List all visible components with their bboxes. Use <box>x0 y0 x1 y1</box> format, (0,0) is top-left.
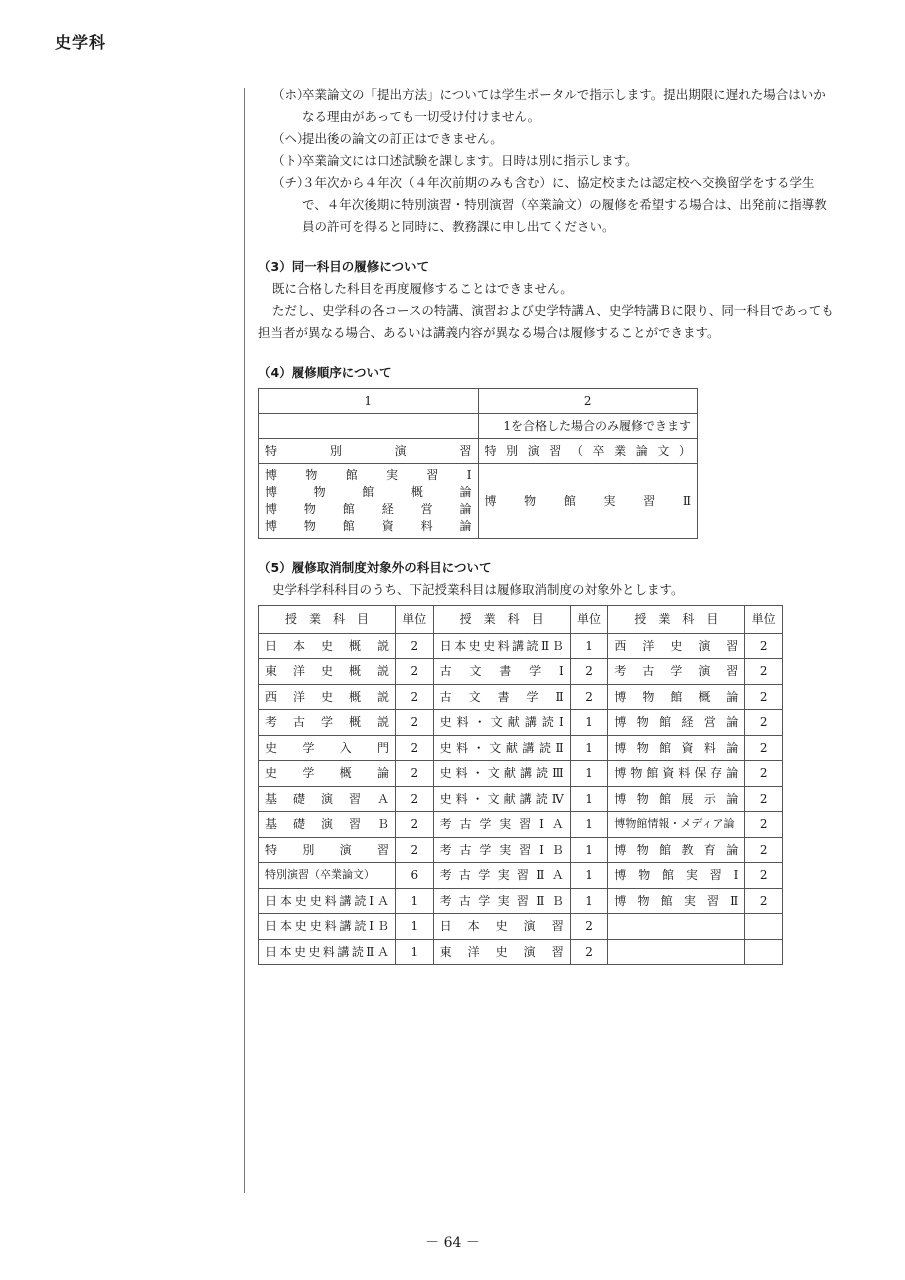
subject-name: 史料・文献講読Ⅰ <box>439 715 564 730</box>
unit-cell: 1 <box>570 812 608 838</box>
subject-cell <box>608 837 745 863</box>
unit-cell: 2 <box>395 633 433 659</box>
unit-cell: 1 <box>395 914 433 940</box>
subject-cell <box>608 659 745 685</box>
subject-name: 日本史史料講読ⅠＢ <box>265 919 389 934</box>
subject-cell <box>608 684 745 710</box>
subject-cell <box>608 761 745 787</box>
course-order-table <box>258 388 698 539</box>
section3-paragraph-2: ただし、史学科の各コースの特講、演習および史学特講Ａ、史学特講Ｂに限り、同一科目であっても担当者が異なる場合、あるいは講義内容が異なる場合は履修することができます。 <box>258 303 834 340</box>
subject-cell <box>259 914 396 940</box>
subject-name: 博物館情報・メディア論 <box>614 817 735 831</box>
unit-cell: 2 <box>395 812 433 838</box>
subject-name: 史料・文献講読Ⅱ <box>439 740 564 755</box>
subject-name: 日本史史料講読ⅡＢ <box>439 638 564 653</box>
table-row <box>259 812 783 838</box>
unit-cell: 2 <box>395 786 433 812</box>
subject-cell <box>433 761 570 787</box>
table-row <box>259 710 783 736</box>
unit-cell: 1 <box>395 939 433 965</box>
unit-cell: 2 <box>395 761 433 787</box>
unit-cell: 2 <box>745 761 783 787</box>
subject-name: 博物館教育論 <box>614 842 739 857</box>
subject-name: 考古学演習 <box>614 664 739 679</box>
subject-name: 考古学実習ⅡＡ <box>439 868 564 883</box>
table-cell: 博物館資料論 <box>265 519 472 533</box>
unit-cell: 1 <box>570 837 608 863</box>
table-row <box>259 761 783 787</box>
subject-name: 博物館実習Ⅱ <box>614 893 739 908</box>
table-row <box>259 735 783 761</box>
subject-cell <box>608 863 745 889</box>
subject-name: 東洋史概説 <box>265 664 389 679</box>
subject-cell <box>608 786 745 812</box>
column-header: 授 業 科 目 <box>608 606 745 634</box>
subject-cell <box>433 939 570 965</box>
subject-cell <box>433 888 570 914</box>
subject-name: 日本史史料講読ⅡＡ <box>265 944 389 959</box>
subject-name: 西洋史演習 <box>614 638 739 653</box>
unit-cell: 2 <box>745 863 783 889</box>
list-item <box>258 128 838 150</box>
table-row <box>259 888 783 914</box>
table-row <box>259 786 783 812</box>
section3-paragraph-1: 既に合格した科目を再度履修することはできません。 <box>272 281 573 296</box>
excluded-courses-table <box>258 605 783 965</box>
subject-cell <box>259 684 396 710</box>
unit-cell: 2 <box>570 659 608 685</box>
unit-cell: 2 <box>745 659 783 685</box>
unit-cell: 1 <box>570 786 608 812</box>
subject-name: 古文書学Ⅰ <box>439 664 564 679</box>
subject-name: 博物館展示論 <box>614 791 739 806</box>
subject-cell <box>259 735 396 761</box>
subject-cell <box>433 786 570 812</box>
column-header: 授 業 科 目 <box>433 606 570 634</box>
unit-cell <box>745 939 783 965</box>
page-number: － 64 － <box>425 1235 480 1251</box>
subject-cell <box>259 761 396 787</box>
subject-name: 古文書学Ⅱ <box>439 689 564 704</box>
subject-cell <box>433 914 570 940</box>
subject-name: 博物館資料論 <box>614 740 739 755</box>
unit-cell: 2 <box>745 812 783 838</box>
subject-name: 日本史史料講読ⅠＡ <box>265 893 389 908</box>
subject-cell <box>433 710 570 736</box>
list-text: ３年次から４年次（４年次前期のみも含む）に、協定校または認定校へ交換留学をする学生で、４年次後期に特別演習・特別演習（卒業論文）の履修を希望する場合は、出発前に指導教員の許可を得ると同時に、教務課に申し出てください。 <box>302 175 827 234</box>
table-row <box>259 684 783 710</box>
unit-cell: 2 <box>745 684 783 710</box>
table-cell: 博物館概論 <box>265 485 472 499</box>
section4-heading: （4）履修順序について <box>258 365 392 380</box>
unit-cell: 2 <box>745 710 783 736</box>
prerequisite-note: 1を合格した場合のみ履修できます <box>478 414 698 439</box>
unit-cell: 2 <box>745 888 783 914</box>
table-row <box>259 914 783 940</box>
subject-cell <box>259 786 396 812</box>
subject-cell <box>433 812 570 838</box>
column-header: 1 <box>259 389 479 414</box>
subject-cell <box>259 837 396 863</box>
subject-cell <box>259 659 396 685</box>
section5-intro: 史学科学科科目のうち、下記授業科目は履修取消制度の対象外とします。 <box>272 582 684 597</box>
unit-cell: 1 <box>570 888 608 914</box>
column-header: 単位 <box>570 606 608 634</box>
subject-name: 基礎演習Ｂ <box>265 817 389 832</box>
unit-cell: 2 <box>745 735 783 761</box>
table-cell: 特別演習 <box>265 444 472 458</box>
table-row <box>259 939 783 965</box>
subject-cell <box>608 812 745 838</box>
subject-name: 史料・文献講読Ⅲ <box>439 766 564 781</box>
table-body <box>259 633 783 965</box>
table-row <box>259 837 783 863</box>
unit-cell: 2 <box>570 914 608 940</box>
table-row <box>259 863 783 889</box>
column-header: 2 <box>478 389 698 414</box>
list-item <box>258 150 838 172</box>
unit-cell: 1 <box>395 888 433 914</box>
column-header: 単位 <box>745 606 783 634</box>
unit-cell: 1 <box>570 863 608 889</box>
subject-cell <box>259 863 396 889</box>
column-header: 授 業 科 目 <box>259 606 396 634</box>
subject-cell <box>259 939 396 965</box>
subject-cell <box>608 633 745 659</box>
subject-cell <box>608 710 745 736</box>
table-cell <box>259 414 479 439</box>
table-row <box>259 633 783 659</box>
unit-cell: 1 <box>570 761 608 787</box>
subject-name: 考古学概説 <box>265 715 389 730</box>
subject-name: 博物館資料保存論 <box>614 766 739 781</box>
section5-heading: （5）履修取消制度対象外の科目について <box>258 560 492 575</box>
subject-name: 史料・文献講読Ⅳ <box>439 791 564 806</box>
unit-cell: 2 <box>570 939 608 965</box>
department-label: 史学科 <box>55 33 107 52</box>
subject-cell <box>608 939 745 965</box>
subject-cell <box>259 812 396 838</box>
subject-name: 東洋史演習 <box>439 944 564 959</box>
unit-cell: 1 <box>570 710 608 736</box>
unit-cell: 2 <box>395 735 433 761</box>
subject-cell <box>259 710 396 736</box>
subject-name: 西洋史概説 <box>265 689 389 704</box>
subject-name: 日本史概説 <box>265 638 389 653</box>
subject-name: 基礎演習Ａ <box>265 791 389 806</box>
main-content <box>258 84 838 965</box>
table-cell: 博物館実習Ⅰ <box>265 468 472 482</box>
unit-cell: 2 <box>745 786 783 812</box>
subject-name: 考古学実習ⅡＢ <box>439 893 564 908</box>
section3-heading: （3）同一科目の履修について <box>258 259 429 274</box>
list-marker: （ホ） <box>272 87 310 102</box>
unit-cell: 2 <box>745 837 783 863</box>
unit-cell: 1 <box>570 735 608 761</box>
unit-cell: 2 <box>395 659 433 685</box>
subject-cell <box>259 633 396 659</box>
unit-cell: 2 <box>395 837 433 863</box>
rules-list <box>258 84 838 238</box>
table-cell: 博物館実習Ⅱ <box>484 494 691 508</box>
unit-cell: 2 <box>395 684 433 710</box>
subject-cell <box>608 888 745 914</box>
subject-cell <box>433 735 570 761</box>
unit-cell <box>745 914 783 940</box>
subject-name: 考古学実習ⅠＡ <box>439 817 564 832</box>
subject-name: 日本史演習 <box>439 919 564 934</box>
subject-name: 史学入門 <box>265 740 389 755</box>
list-marker: （チ） <box>272 175 310 190</box>
list-text: 卒業論文の「提出方法」については学生ポータルで指示します。提出期限に遅れた場合はいかなる理由があっても一切受け付けません。 <box>302 87 826 124</box>
subject-name: 博物館概論 <box>614 689 739 704</box>
list-text: 提出後の論文の訂正はできません。 <box>302 131 503 146</box>
unit-cell: 2 <box>570 684 608 710</box>
subject-name: 考古学実習ⅠＢ <box>439 842 564 857</box>
subject-name: 博物館実習Ⅰ <box>614 868 739 883</box>
subject-name: 特別演習（卒業論文） <box>265 868 375 882</box>
unit-cell: 2 <box>395 710 433 736</box>
unit-cell: 1 <box>570 633 608 659</box>
subject-cell <box>608 914 745 940</box>
subject-cell <box>433 659 570 685</box>
subject-cell <box>433 837 570 863</box>
table-cell: 博物館経営論 <box>265 502 472 516</box>
subject-name: 特別演習 <box>265 842 389 857</box>
subject-cell <box>433 633 570 659</box>
subject-cell <box>433 863 570 889</box>
subject-cell <box>433 684 570 710</box>
list-item <box>258 84 838 128</box>
unit-cell: 2 <box>745 633 783 659</box>
table-row <box>259 659 783 685</box>
subject-cell <box>259 888 396 914</box>
column-header: 単位 <box>395 606 433 634</box>
list-item <box>258 172 838 238</box>
list-text: 卒業論文には口述試験を課します。日時は別に指示します。 <box>302 153 638 168</box>
subject-name: 博物館経営論 <box>614 715 739 730</box>
table-cell: 特別演習（卒業論文） <box>484 444 691 458</box>
margin-rule <box>244 88 245 1193</box>
list-marker: （ヘ） <box>272 131 310 146</box>
list-marker: （ト） <box>272 153 310 168</box>
subject-cell <box>608 735 745 761</box>
unit-cell: 6 <box>395 863 433 889</box>
subject-name: 史学概論 <box>265 766 389 781</box>
